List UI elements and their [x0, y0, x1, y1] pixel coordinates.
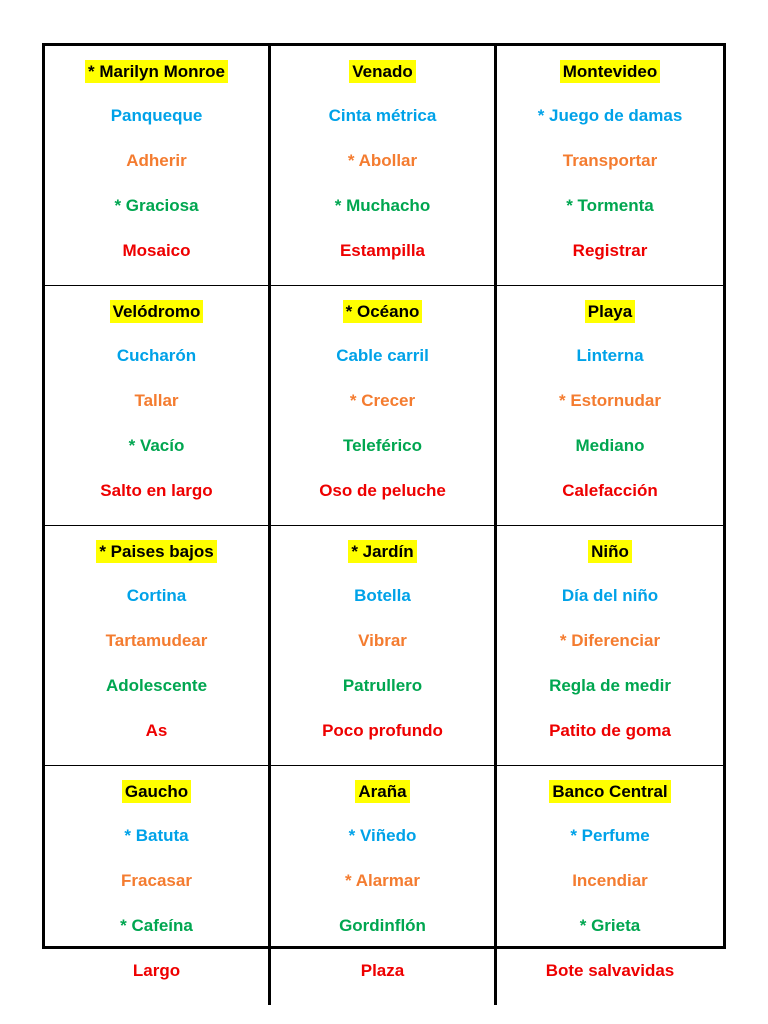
card-title — [96, 540, 216, 585]
card-title-text: * Marilyn Monroe — [85, 60, 228, 83]
card-word: * Diferenciar — [559, 631, 661, 650]
card-word: * Muchacho — [334, 196, 431, 215]
card-word: Teleférico — [342, 436, 423, 455]
word-card — [45, 526, 271, 766]
card-title-text: * Jardín — [348, 540, 416, 563]
card-title — [355, 780, 409, 825]
card-word: Cinta métrica — [328, 106, 437, 125]
card-word: As — [145, 721, 168, 740]
card-word: * Abollar — [347, 151, 418, 170]
card-word: Cable carril — [336, 346, 429, 365]
word-card — [45, 286, 271, 526]
card-word: Incendiar — [572, 871, 648, 890]
card-word: * Graciosa — [114, 196, 199, 215]
word-card — [271, 286, 497, 526]
card-word: Estampilla — [339, 241, 426, 260]
card-word: Panqueque — [110, 106, 203, 125]
card-word: Salto en largo — [100, 481, 213, 500]
card-word: Bote salvavidas — [545, 961, 675, 980]
card-word: Regla de medir — [549, 676, 671, 695]
card-word: Linterna — [576, 346, 644, 365]
card-word: Tartamudear — [105, 631, 208, 650]
card-word: Registrar — [572, 241, 648, 260]
card-word: * Vacío — [128, 436, 185, 455]
card-title-text: Araña — [355, 780, 409, 803]
card-title — [585, 300, 635, 345]
word-card — [271, 766, 497, 1005]
card-word: * Crecer — [349, 391, 416, 410]
card-word: * Batuta — [124, 826, 189, 845]
card-word: Adherir — [126, 151, 187, 170]
word-card — [45, 46, 271, 286]
card-word: Cortina — [126, 586, 187, 605]
card-word: Gordinflón — [339, 916, 426, 935]
card-title-text: Playa — [585, 300, 635, 323]
word-card — [45, 766, 271, 1005]
card-word: Botella — [354, 586, 411, 605]
card-title-text: * Océano — [343, 300, 423, 323]
card-title-text: * Paises bajos — [96, 540, 216, 563]
card-word: Cucharón — [116, 346, 197, 365]
card-title-text: Gaucho — [122, 780, 191, 803]
card-grid — [42, 43, 726, 980]
card-word: * Juego de damas — [537, 106, 683, 125]
card-word: Patito de goma — [549, 721, 671, 740]
card-title — [560, 60, 660, 105]
card-word: Vibrar — [358, 631, 407, 650]
word-card — [497, 46, 723, 286]
card-title — [343, 300, 423, 345]
card-word: Oso de peluche — [319, 481, 446, 500]
card-word: * Perfume — [570, 826, 650, 845]
card-title-text: Banco Central — [549, 780, 670, 803]
word-card — [271, 46, 497, 286]
card-title — [588, 540, 632, 585]
card-title — [110, 300, 204, 345]
card-word: * Tormenta — [566, 196, 654, 215]
card-title-text: Venado — [349, 60, 415, 83]
card-title — [348, 540, 416, 585]
card-word: Calefacción — [562, 481, 658, 500]
card-word: Transportar — [562, 151, 658, 170]
word-card — [497, 286, 723, 526]
card-word: * Alarmar — [345, 871, 420, 890]
card-word: Mosaico — [122, 241, 191, 260]
word-card — [271, 526, 497, 766]
card-word: * Cafeína — [120, 916, 193, 935]
card-title-text: Velódromo — [110, 300, 204, 323]
card-word: Poco profundo — [322, 721, 443, 740]
card-word: Mediano — [575, 436, 645, 455]
word-card — [497, 526, 723, 766]
card-title-text: Niño — [588, 540, 632, 563]
card-title — [122, 780, 191, 825]
card-word: Largo — [132, 961, 181, 980]
card-word: Tallar — [134, 391, 179, 410]
card-title-text: Montevideo — [560, 60, 660, 83]
card-word: Día del niño — [561, 586, 659, 605]
card-word: Plaza — [360, 961, 405, 980]
word-card — [497, 766, 723, 1005]
card-title — [349, 60, 415, 105]
card-word: * Estornudar — [558, 391, 662, 410]
card-word: Fracasar — [121, 871, 192, 890]
card-word: * Viñedo — [348, 826, 417, 845]
card-word: * Grieta — [579, 916, 641, 935]
card-title — [549, 780, 670, 825]
card-word: Adolescente — [105, 676, 208, 695]
card-title — [85, 60, 228, 105]
card-word: Patrullero — [342, 676, 423, 695]
